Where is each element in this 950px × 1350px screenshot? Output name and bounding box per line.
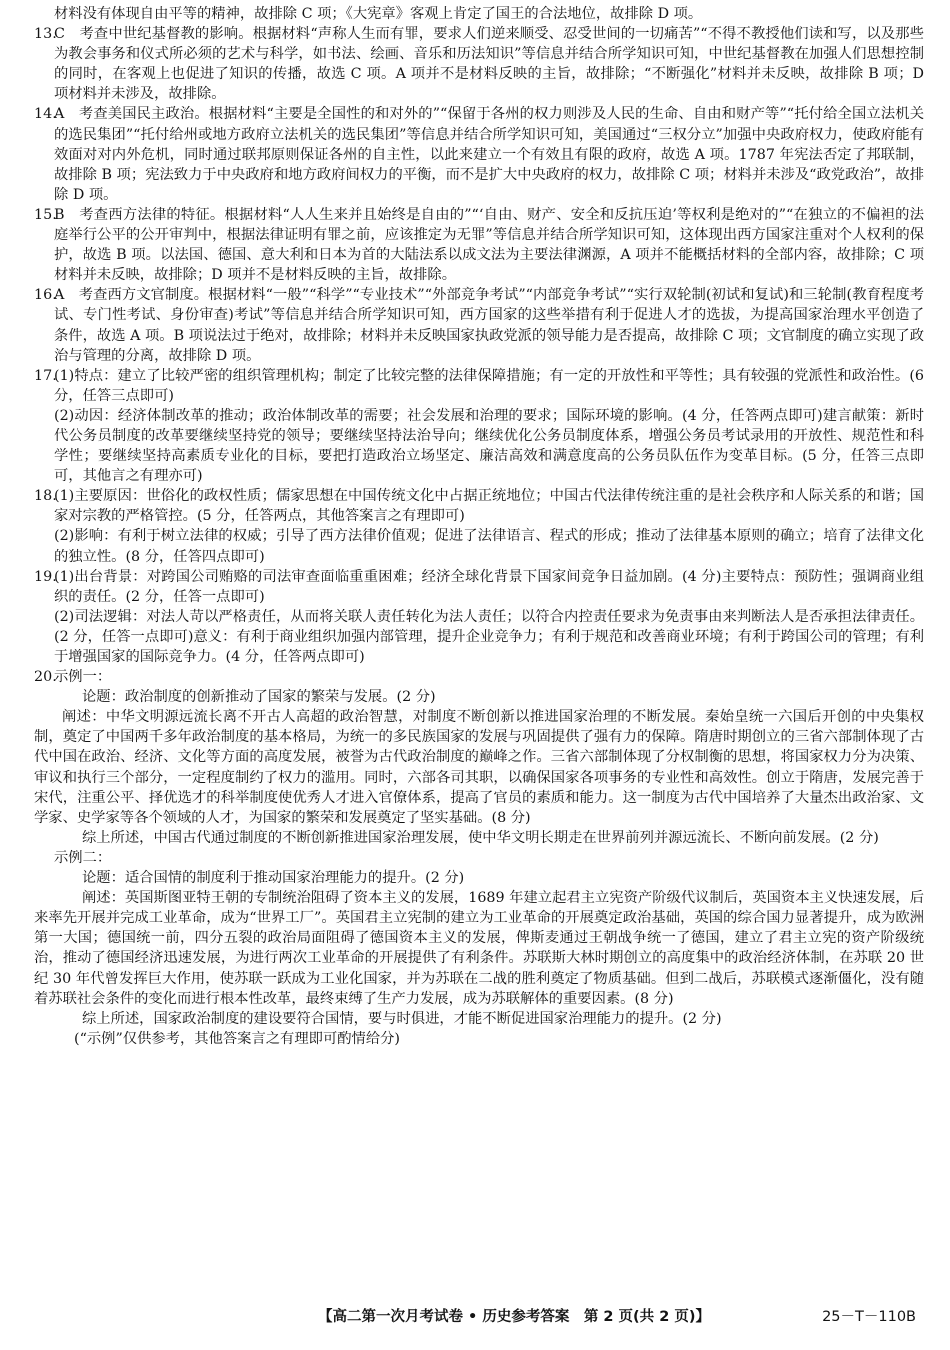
continued-line: 材料没有体现自由平等的精神，故排除 C 项；《大宪章》客观上肯定了国王的合法地位，故排除 D 项。 <box>54 6 703 22</box>
example2-thesis: 论题：适合国情的制度利于推动国家治理能力的提升。(2 分) <box>82 870 465 887</box>
answer-item-16 <box>34 285 924 365</box>
item-number: 16. <box>34 287 57 304</box>
example2-body: 阐述：英国斯图亚特王朝的专制统治阻碍了资本主义的发展，1689 年建立起君主立宪资产阶级代议制后，英国资本主义快速发展，后来率先开展并完成工业革命，成为“世界工厂”。英国君主立宪制的建立为工业革命的开展奠定政治基础，英国的综合国力显著提升，成为欧洲第一大国；德国统一前，四分五裂的政治局面阻碍了德国资本主义的发展，俾斯麦通过王朝战争统一了德国，建立了君主立宪的资产阶级统治，推动了德国经济迅速发展，为进行两次工业革命的开展提供了有利条件。苏联斯大林时期创立的高度集中的政治经济体制，在苏联 20 世纪 30 年代曾发挥巨大作用，使苏联一跃成为工业化国家，并为苏联在二战的胜利奠定了物质基础。但到二战后，苏联模式逐渐僵化，没有随着苏联社会条件的变化而进行根本性改革，最终束缚了生产力发展，成为苏联解体的重要因素。(8 分) <box>34 890 924 1007</box>
answer-item-13 <box>34 24 924 104</box>
page-footer <box>0 1307 950 1331</box>
item-number: 17. <box>34 367 57 384</box>
example-label: 示例一： <box>54 669 112 686</box>
answer-item-19-part1 <box>34 567 924 607</box>
footer-code: 25－T－110B <box>822 1309 916 1325</box>
item-text: (1)出台背景：对跨国公司贿赂的司法审查面临重重困难；经济全球化背景下国家间竞争日益加剧。(4 分)主要特点：预防性；强调商业组织的责任。(2 分，任答一点即可) <box>54 568 924 605</box>
item-number: 14. <box>34 106 57 123</box>
item-number: 13. <box>34 26 57 43</box>
item-number: 15. <box>34 206 57 223</box>
example2-label: 示例二： <box>54 849 112 866</box>
item-text: A 考查美国民主政治。根据材料“主要是全国性的和对外的”“保留于各州的权力则涉及人民的生命、自由和财产等”“托付给全国立法机关的选民集团”“托付给州或地方政府立法机关的选民集团”等信息并结合所学知识可知，美国通过“三权分立”加强中央政府权力，使政府能有效面对对内外危机，同时通过联邦原则保证各州的自主性，以此来建立一个有效且有限的政府，故选 A 项。1787 年宪法否定了邦联制，故排除 B 项；宪法致力于中央政府和地方政府间权力的平衡，而不是扩大中央政府的权力，故排除 C 项；材料并未涉及“政党政治”，故排除 D 项。 <box>54 106 924 203</box>
item-text: (1)特点：建立了比较严密的组织管理机构；制定了比较完整的法律保障措施；有一定的开放性和平等性；具有较强的党派性和政治性。(6 分，任答三点即可) <box>54 367 924 404</box>
answer-item-17-part2: (2)动因：经济体制改革的推动；政治体制改革的需要；社会发展和治理的要求；国际环境的影响。(4 分，任答两点即可)建言献策：新时代公务员制度的改革要继续坚持党的领导；要继续坚持法治导向；继续优化公务员制度体系，增强公务员考试录用的开放性、规范性和科学性；要继续坚持高素质专业化的目标，要把打造政治立场坚定、廉洁高效和满意度高的公务员队伍作为变革目标。(5 分，任答三点即可，其他言之有理亦可) <box>54 407 924 485</box>
grading-note: (“示例”仅供参考，其他答案言之有理即可酌情给分) <box>74 1030 401 1047</box>
answer-item-20-header <box>34 667 924 687</box>
item-number: 18. <box>34 488 57 505</box>
example1-thesis: 论题：政治制度的创新推动了国家的繁荣与发展。(2 分) <box>82 689 436 706</box>
example1-conclusion: 综上所述，中国古代通过制度的不断创新推进国家治理发展，使中华文明长期走在世界前列并源远流长、不断向前发展。(2 分) <box>82 829 879 846</box>
answer-item-17-part1 <box>34 366 924 406</box>
item-number: 20. <box>34 669 57 686</box>
answer-item-18-part2: (2)影响：有利于树立法律的权威；引导了西方法律价值观；促进了法律语言、程式的形成；推动了法律基本原则的确立；培育了法律文化的独立性。(8 分，任答四点即可) <box>54 528 924 565</box>
answer-item-18-part1 <box>34 486 924 526</box>
example1-body: 阐述：中华文明源远流长离不开古人高超的政治智慧，对制度不断创新以推进国家治理的不断发展。秦始皇统一六国后开创的中央集权制，奠定了中国两千多年政治制度的基本格局，为统一的多民族国家的发展与巩固提供了强有力的保障。隋唐时期创立的三省六部制体现了古代中国在政治、经济、文化等方面的高度发展，被誉为古代政治制度的巅峰之作。三省六部制体现了分权制衡的思想，将国家权力分为决策、审议和执行三个部分，一定程度制约了权力的滥用。同时，六部各司其职，以确保国家各项事务的专业性和高效性。创立于隋唐，发展完善于宋代，注重公平、择优选才的科举制度使优秀人才进入官僚体系，提高了官员的素质和能力。这一制度为古代中国培养了大量杰出政治家、文学家、史学家等各个领域的人才，为国家的繁荣和发展奠定了坚实基础。(8 分) <box>34 709 924 826</box>
example2-conclusion: 综上所述，国家政治制度的建设要符合国情，要与时俱进，才能不断促进国家治理能力的提升。(2 分) <box>82 1010 722 1027</box>
answer-item-15 <box>34 205 924 285</box>
item-number: 19. <box>34 568 57 585</box>
item-text: C 考查中世纪基督教的影响。根据材料“声称人生而有罪，要求人们逆来顺受、忍受世间的一切痛苦”“不得不教授他们读和写，以及那些为教会事务和仪式所必须的艺术与科学，如书法、绘画、音乐和历法知识”等信息并结合所学知识可知，中世纪基督教在加强人们思想控制的同时，在客观上也促进了知识的传播，故选 C 项。A 项并不是材料反映的主旨，故排除；“不断强化”材料并未反映，故排除 B 项；D 项材料并未涉及，故排除。 <box>54 26 924 103</box>
footer-title: 【高二第一次月考试卷 • 历史参考答案 第 2 页(共 2 页)】 <box>318 1309 710 1325</box>
answer-item-19-part2: (2)司法逻辑：对法人苛以严格责任，从而将关联人责任转化为法人责任；以符合内控责任要求为免责事由来判断法人是否承担法律责任。(2 分，任答一点即可)意义：有利于商业组织加强内部管理，提升企业竞争力；有利于规范和改善商业环境；有利于跨国公司的管理；有利于增强国家的国际竞争力。(4 分，任答两点即可) <box>54 608 924 665</box>
answer-item-14 <box>34 104 924 204</box>
item-text: (1)主要原因：世俗化的政权性质；儒家思想在中国传统文化中占据正统地位；中国古代法律传统注重的是社会秩序和人际关系的和谐；国家对宗教的严格管控。(5 分，任答两点，其他答案言之有理即可) <box>54 488 924 525</box>
item-text: B 考查西方法律的特征。根据材料“人人生来并且始终是自由的”“‘自由、财产、安全和反抗压迫’等权利是绝对的”“在独立的不偏袒的法庭举行公平的公开审判中，根据法律证明有罪之前，应该推定为无罪”等信息并结合所学知识可知，这体现出西方国家注重对个人权利的保护，故选 B 项。以法国、德国、意大利和日本为首的大陆法系以成文法为主要法律渊源，A 项并不能概括材料的全部内容，故排除；C 项材料并未反映，故排除；D 项并不是材料反映的主旨，故排除。 <box>54 206 924 284</box>
item-text: A 考查西方文官制度。根据材料“一般”“科学”“专业技术”“外部竞争考试”“内部竞争考试”“实行双轮制(初试和复试)和三轮制(教育程度考试、专门性考试、身份审查)考试”等信息并结合所学知识可知，西方国家的这些举措有利于促进人才的选拔，为提高国家治理水平创造了条件，故选 A 项。B 项说法过于绝对，故排除；材料并未反映国家执政党派的领导能力是否提高，故排除 C 项；文官制度的确立实现了政治与管理的分离，故排除 D 项。 <box>54 287 924 364</box>
